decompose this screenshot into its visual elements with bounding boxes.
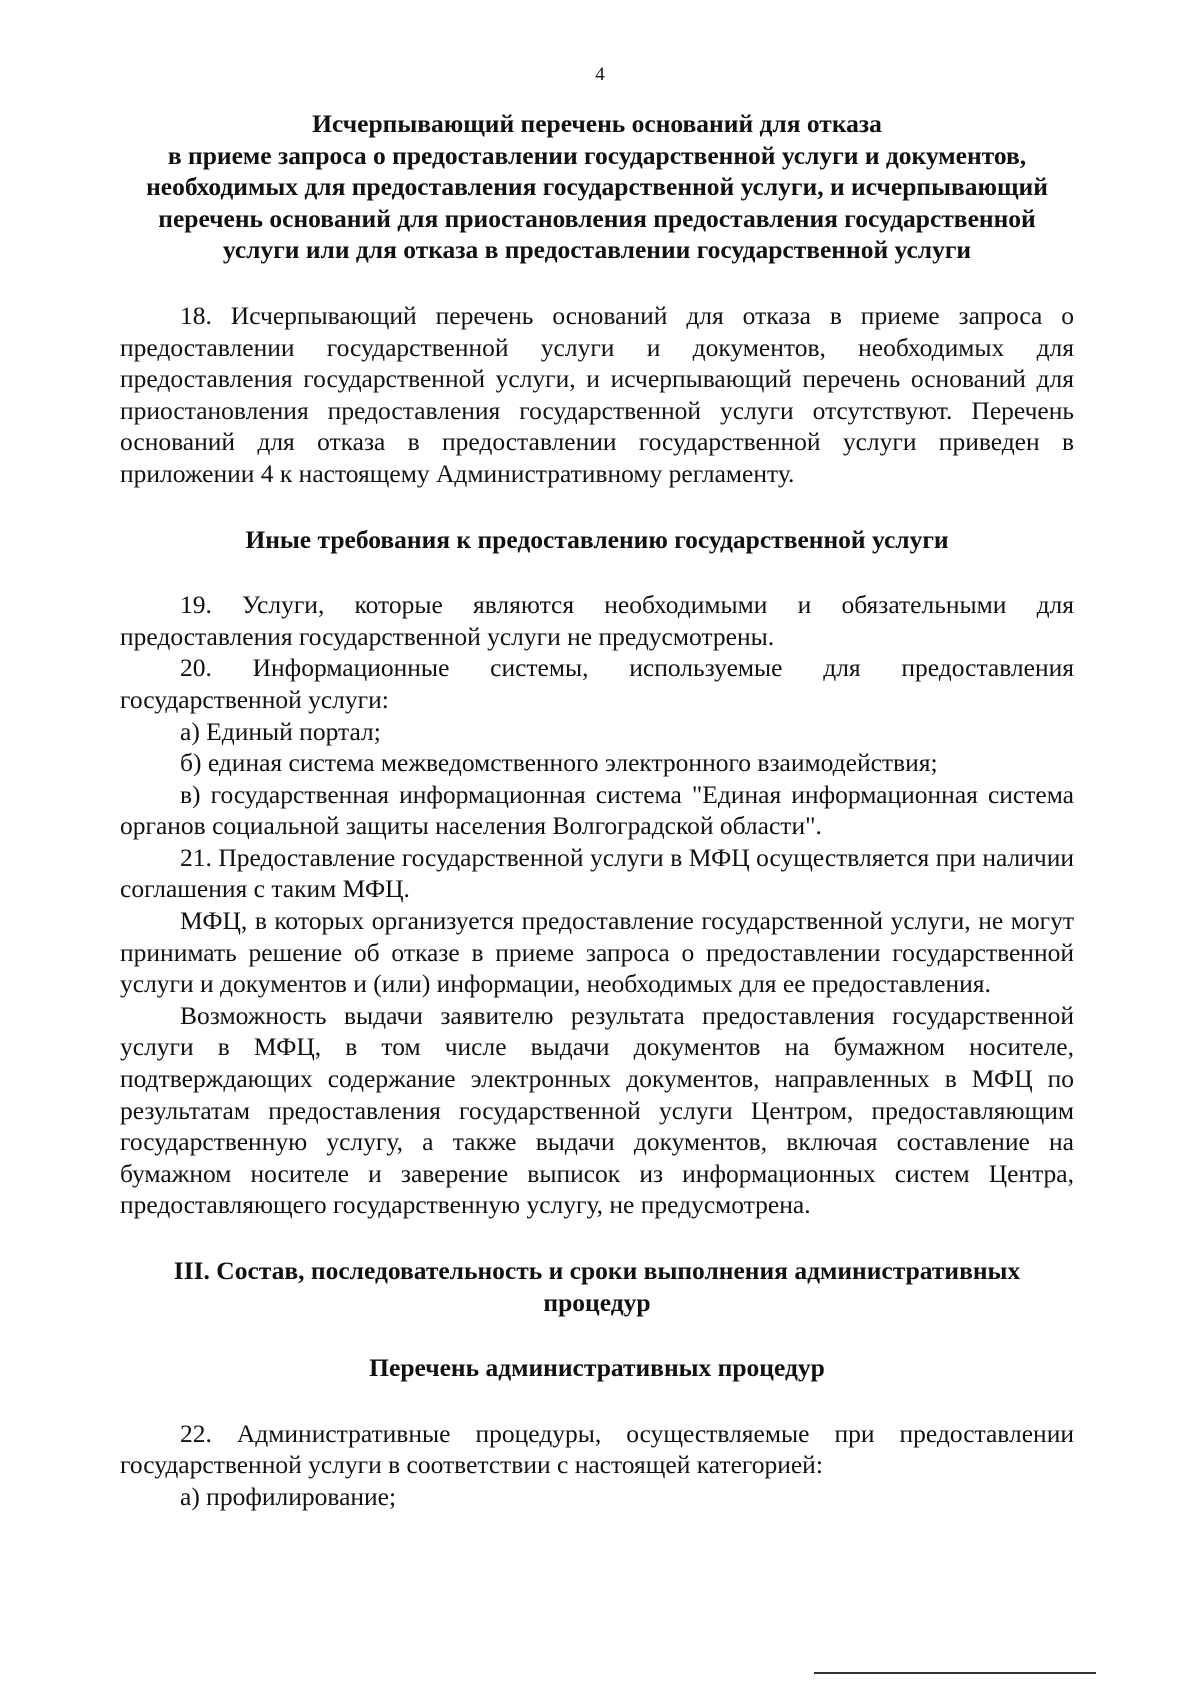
paragraph-21: 21. Предоставление государственной услуги в МФЦ осуществляется при наличии соглашения с таким МФЦ. (120, 842, 1074, 904)
list-item: а) Единый портал; (180, 716, 381, 746)
section-heading-other-requirements: Иные требования к предоставлению государственной услуги (245, 524, 949, 554)
paragraph-18: 18. Исчерпывающий перечень оснований для отказа в приеме запроса о предоставлении государственной услуги и документов, необходимых для предоставления государственной услуги, и исчерпывающий перечень оснований для приостановления предоставления государственной услуги отсутствуют. Перечень оснований для отказа в предоставлении государственной услуги приведен в приложении 4 к настоящему Административному регламенту. (120, 300, 1074, 488)
heading-line: перечень оснований для приостановления предоставления государственной (158, 203, 1036, 233)
heading-line: в приеме запроса о предоставлении государственной услуги и документов, (167, 140, 1027, 170)
spacer (120, 1221, 1074, 1255)
section-heading-procedures-list: Перечень административных процедур (369, 1353, 825, 1383)
section-heading-refusal-grounds (120, 108, 1074, 266)
spacer (120, 490, 1074, 524)
list-item: в) государственная информационная система "Единая информационная система органов социальной защиты населения Волгоградской области". (120, 779, 1074, 841)
paragraph-19: 19. Услуги, которые являются необходимыми и обязательными для предоставления государственной услуги не предусмотрены. (120, 590, 1074, 651)
spacer (120, 266, 1074, 300)
heading-line: Исчерпывающий перечень оснований для отказа (312, 109, 882, 138)
page-number: 4 (595, 64, 605, 85)
document-body (120, 108, 1074, 1513)
paragraph-21-mfc: МФЦ, в которых организуется предоставление государственной услуги, не могут принимать решение об отказе в приеме запроса о предоставлении государственной услуги и документов и (или) информации, необходимых для ее предоставления. (120, 906, 1074, 999)
heading-line: услуги или для отказа в предоставлении государственной услуги (222, 235, 972, 265)
heading-line: III. Состав, последовательность и сроки выполнения административных (173, 1256, 1021, 1285)
chapter-heading-iii (120, 1255, 1074, 1318)
scan-edge-line (814, 1672, 1096, 1674)
spacer (120, 1318, 1074, 1352)
paragraph-20: 20. Информационные системы, используемые для предоставления государственной услуги: (120, 653, 1074, 714)
heading-line: процедур (543, 1287, 651, 1317)
paragraph-22: 22. Административные процедуры, осуществляемые при предоставлении государственной услуги в соответствии с настоящей категорией: (120, 1418, 1074, 1480)
list-item: б) единая система межведомственного электронного взаимодействия; (180, 748, 938, 778)
list-item: а) профилирование; (180, 1481, 397, 1511)
spacer (120, 555, 1074, 589)
heading-line: необходимых для предоставления государственной услуги, и исчерпывающий (146, 172, 1048, 202)
paragraph-21-issuance: Возможность выдачи заявителю результата предоставления государственной услуги в МФЦ, в том числе выдачи документов на бумажном носителе, подтверждающих содержание электронных документов, направленных в МФЦ по результатам предоставления государственной услуги Центром, предоставляющим государственную услугу, а также выдачи документов, включая составление на бумажном носителе и заверение выписок из информационных систем Центра, предоставляющего государственную услугу, не предусмотрена. (120, 1000, 1074, 1220)
spacer (120, 1384, 1074, 1418)
